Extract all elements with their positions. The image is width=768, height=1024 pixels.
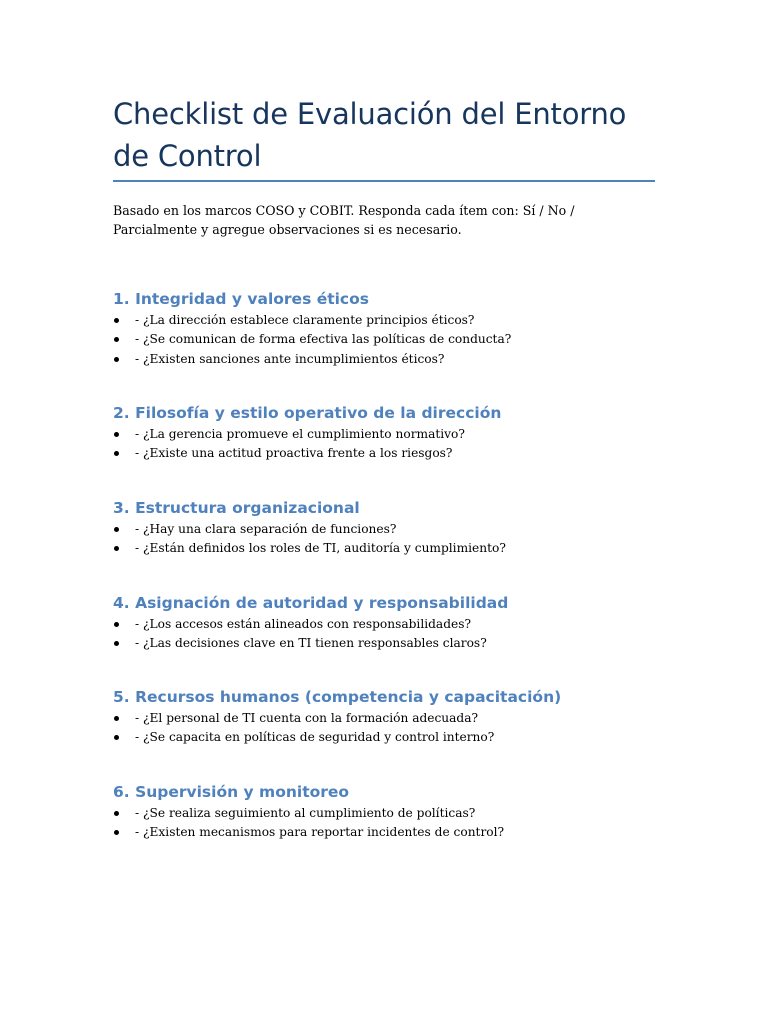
bullet-icon: [114, 811, 119, 816]
checklist-item: [113, 804, 655, 823]
section-heading: 4. Asignación de autoridad y responsabilidad: [113, 594, 509, 612]
checklist-item-text: - ¿Se realiza seguimiento al cumplimiento de políticas?: [135, 806, 476, 820]
document-title: Checklist de Evaluación del Entorno de Control: [113, 97, 627, 173]
checklist-item-text: - ¿Hay una clara separación de funciones?: [135, 522, 397, 536]
bullet-icon: [114, 357, 119, 362]
bullet-icon: [114, 622, 119, 627]
section-heading: 1. Integridad y valores éticos: [113, 290, 369, 308]
checklist-item: [113, 728, 655, 747]
bullet-icon: [114, 641, 119, 646]
checklist-item-text: - ¿La gerencia promueve el cumplimiento normativo?: [135, 427, 465, 441]
checklist-items: [113, 520, 655, 559]
checklist-items: [113, 709, 655, 748]
checklist-item: [113, 539, 655, 558]
intro-paragraph: Basado en los marcos COSO y COBIT. Responda cada ítem con: Sí / No / Parcialmente y agregue observaciones si es necesario.: [113, 203, 575, 237]
checklist-item-text: - ¿Existen mecanismos para reportar incidentes de control?: [135, 825, 505, 840]
checklist-item: [113, 330, 655, 349]
checklist-item-text: - ¿Las decisiones clave en TI tienen responsables claros?: [135, 636, 487, 651]
checklist-items: [113, 615, 655, 654]
section-heading: 6. Supervisión y monitoreo: [113, 783, 350, 801]
checklist-item: [113, 520, 655, 539]
checklist-item: [113, 634, 655, 653]
checklist-item: [113, 350, 655, 369]
bullet-icon: [114, 546, 119, 551]
checklist-item-text: - ¿Existe una actitud proactiva frente a los riesgos?: [135, 446, 453, 461]
checklist-item-text: - ¿La dirección establece claramente principios éticos?: [135, 313, 475, 327]
section-heading: 5. Recursos humanos (competencia y capacitación): [113, 688, 562, 706]
checklist-item-text: - ¿Se comunican de forma efectiva las políticas de conducta?: [135, 332, 512, 347]
checklist-item-text: - ¿Se capacita en políticas de seguridad y control interno?: [135, 730, 495, 745]
title-underline: [113, 180, 655, 182]
bullet-icon: [114, 432, 119, 437]
checklist-items: [113, 311, 655, 369]
bullet-icon: [114, 830, 119, 835]
bullet-icon: [114, 527, 119, 532]
checklist-item: [113, 425, 655, 444]
section-heading: 3. Estructura organizacional: [113, 499, 360, 517]
checklist-section: [113, 402, 655, 464]
checklist-section: [113, 781, 655, 843]
checklist-item: [113, 823, 655, 842]
bullet-icon: [114, 318, 119, 323]
checklist-items: [113, 804, 655, 843]
checklist-section: [113, 497, 655, 559]
bullet-icon: [114, 337, 119, 342]
checklist-item: [113, 311, 655, 330]
checklist-section: [113, 288, 655, 369]
checklist-section: [113, 686, 655, 748]
checklist-item-text: - ¿Los accesos están alineados con responsabilidades?: [135, 617, 472, 631]
section-heading: 2. Filosofía y estilo operativo de la dirección: [113, 404, 502, 422]
checklist-item: [113, 615, 655, 634]
checklist-section: [113, 592, 655, 654]
bullet-icon: [114, 451, 119, 456]
checklist-item: [113, 444, 655, 463]
bullet-icon: [114, 716, 119, 721]
checklist-item-text: - ¿El personal de TI cuenta con la formación adecuada?: [135, 711, 479, 725]
checklist-item-text: - ¿Están definidos los roles de TI, auditoría y cumplimiento?: [135, 541, 506, 556]
checklist-item-text: - ¿Existen sanciones ante incumplimientos éticos?: [135, 351, 445, 366]
bullet-icon: [114, 735, 119, 740]
checklist-items: [113, 425, 655, 464]
checklist-item: [113, 709, 655, 728]
